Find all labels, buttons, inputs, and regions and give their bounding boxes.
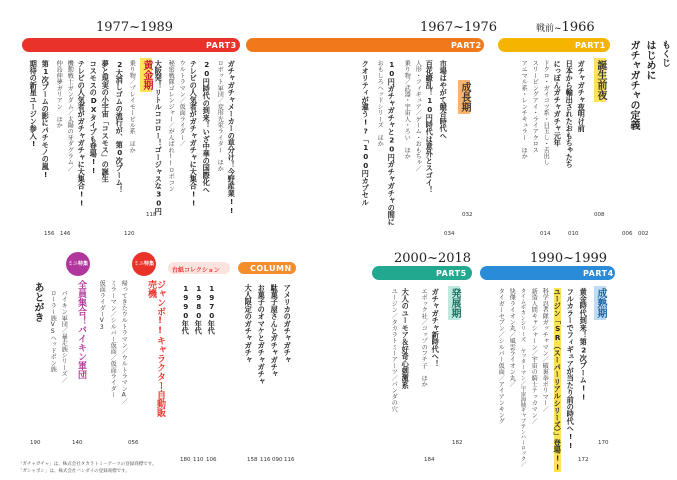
part4-era: 1990~1999 [530, 251, 608, 266]
part2-line-3: 人形・フィギュア／ゲーム・おもちゃ／ [414, 60, 422, 172]
part2-line-7[interactable]: クオリティが違う!?「100円カプセル [361, 60, 371, 206]
part4-line-3[interactable]: ユージン「SR（スーパーリアルシリーズ）」登場!! [553, 288, 563, 472]
part2-era: 1967~1976 [420, 20, 498, 35]
part4-line-6: タイムボカンシリーズ ヤッターマン／宇宙海賊キャプテンハーロック／ [519, 288, 526, 467]
afterword-label[interactable]: あとがき [32, 282, 43, 322]
toc-item-definition[interactable]: ガチャガチャの定義 [628, 40, 639, 130]
special2-title[interactable]: 全員集合！バイキン軍団 [76, 280, 86, 379]
column-page-2: 090 [272, 457, 283, 463]
part4-title: 成熟期 [595, 288, 606, 318]
part1-line-1[interactable]: ガチャガチャ夜明け前 [577, 60, 587, 132]
part3-line-14: 仲島伸夢ガリアン ほか [55, 60, 63, 129]
part2-line-6: おもしろヘッドシリーズ ほか [376, 60, 384, 147]
part4-line-8: タイガーセブン／シルバー仮面／アイアンキング [497, 288, 505, 425]
part4-page-8: 172 [578, 457, 589, 463]
part2-line-4: 乗り物／武器・宇宙人・ろい ほか [403, 60, 411, 160]
part1-page-3: 010 [568, 231, 579, 237]
collection-line-2[interactable]: 1980年代 [194, 284, 204, 335]
afterword-page: 190 [30, 440, 41, 446]
column-label[interactable]: COLUMN [250, 264, 292, 273]
part5-line-1[interactable]: ガチャガチャ新時代へ！ [431, 288, 441, 368]
part4-page-1: 170 [598, 440, 609, 446]
special2-line-2: ローラー族VSヘッドポン族 [49, 290, 57, 373]
part4-line-1[interactable]: 黄金時代到来！第2次ブーム!! [579, 288, 589, 402]
special1-page: 056 [128, 440, 139, 446]
part3-line-12[interactable]: テレビの人気者がガチャガチャに大集合!! [77, 60, 87, 208]
part3-line-6: 秘密戦隊ゴレンジャー／がんばれ!!ロボコン [167, 60, 175, 192]
part5-page-2: 182 [452, 440, 463, 446]
part2-title: 成長期 [459, 82, 470, 112]
toc-heading: もくじ [660, 40, 670, 67]
part1-page-1: 008 [594, 212, 605, 218]
part2-line-5[interactable]: 10円ガチャガチャと20円ガチャガチャの間に [387, 60, 397, 226]
part1-line-6: アニマル系・レンチキュラー ほか [520, 60, 528, 160]
part2-line-2[interactable]: 百花繚乱！10円時代は意外とスゴイ！ [425, 60, 435, 194]
part3-line-9[interactable]: 2大消しゴムの流行が、第0次ブーム！ [115, 60, 125, 194]
part3-line-11[interactable]: コスモスのDXタイプも登場!! [89, 60, 99, 176]
part3-page-2: 118 [146, 212, 157, 218]
part3-page-16: 156 [44, 231, 55, 237]
part2-page-4: 032 [462, 212, 473, 218]
part4-line-4: 科学忍者隊ガッチャマン／破裏拳ポリマー／ [541, 288, 549, 412]
special1-title[interactable]: ジャンボ!!キャラクター自動販売機 [146, 280, 165, 417]
part3-line-7[interactable]: 大阪発！リトルココロー！ゴージャスな30円 [154, 60, 164, 215]
part5-page-4: 184 [424, 457, 435, 463]
part1-line-2: 日本から輸出されたおもちゃたち [565, 60, 575, 168]
collection-label[interactable]: 台紙コレクション [172, 267, 220, 274]
part2-line-1[interactable]: 市場はやがて競合時代へ [439, 60, 449, 140]
column-line-2[interactable]: 駄菓子屋さんとガチャガチャ [270, 284, 280, 378]
part3-page-9: 146 [60, 231, 71, 237]
toc-page-definition: 006 [622, 231, 633, 237]
collection-page-3: 180 [180, 457, 191, 463]
part3-line-3[interactable]: 20円時代の到来！いざ中華の国際化へ [202, 60, 212, 194]
part2-page-7: 034 [444, 231, 455, 237]
part3-line-1[interactable]: ガチャガチャメーカーの草分け！今野産業!! [227, 60, 237, 215]
collection-page-1: 106 [206, 457, 217, 463]
part1-line-4: ドクロ・ガイコツ系・目玉し・舌出し [542, 60, 550, 166]
toc-page-intro: 002 [638, 231, 649, 237]
part5-line-2: エポック社／コップのフチ子 ほか [420, 288, 428, 388]
footnote-1: 「ガチャガチャ」は、株式会社タカラトミーアーツの登録商標です。 [18, 462, 157, 467]
part3-line-13: 機動戦士ガンダム／太陽の牙ダグラム／ [66, 60, 74, 172]
part3-line-8: 乗り物／プレイモービル系 ほか [128, 60, 136, 153]
part1-page-6: 014 [540, 231, 551, 237]
special2-page: 140 [72, 440, 83, 446]
part3-line-10[interactable]: 夢と現実の小宇宙「コスモス」の誕生 [101, 60, 111, 183]
part3-title: 黄金期 [141, 60, 152, 90]
part1-line-3[interactable]: にっぽんガチャガチャ元年 [553, 60, 563, 147]
special1-line-2: ミラーマン／シルバー仮面／仮面ライダー [109, 280, 117, 398]
part3-label[interactable]: PART3 [206, 41, 237, 50]
column-page-3: 116 [260, 457, 271, 463]
part5-label[interactable]: PART5 [436, 269, 467, 278]
part3-era: 1977~1989 [96, 20, 174, 35]
part3-line-5: ウルトラマン／仮面ライダー／ [178, 60, 186, 147]
part3-line-4[interactable]: テレビの人気者がガチャガチャに大集合!! [189, 60, 199, 208]
part5-line-3[interactable]: 大人のユーモア＆好奇心刺激系 [401, 288, 411, 389]
part3-line-16[interactable]: 期待の新星ユージン参入! [29, 60, 39, 149]
part1-line-5: スリーピングアイ・ライアクロス [531, 60, 539, 153]
part1-era: 戦前~1966 [536, 20, 595, 35]
collection-page-2: 110 [193, 457, 204, 463]
collection-line-1[interactable]: 1970年代 [207, 284, 217, 335]
column-line-4[interactable]: 大人限定のガチャガチャ [244, 284, 254, 364]
part3-page-6: 120 [124, 231, 135, 237]
part3-line-2: ロボット軍団／変形光栄ライター ほか [216, 60, 224, 172]
part2-bar [246, 38, 484, 52]
footnote-2: 「ガシャポン」は、株式会社バンダイの登録商標です。 [18, 469, 130, 474]
part5-line-4: ユージン／タカラトミーアーツ／パンダの穴 [390, 288, 398, 412]
toc-item-intro[interactable]: はじめに [644, 40, 655, 80]
part5-era: 2000~2018 [394, 251, 472, 266]
part2-label[interactable]: PART2 [451, 41, 482, 50]
part4-label[interactable]: PART4 [583, 269, 614, 278]
special2-badge: ミニ特集 [66, 252, 90, 276]
part1-title: 誕生前夜 [595, 60, 606, 100]
collection-line-3[interactable]: 1990年代 [181, 284, 191, 335]
part3-line-15[interactable]: 第1次ブームの影にパチモノの嵐! [41, 60, 51, 179]
part4-line-2[interactable]: フルカラーでフィギュアが当たり前の時代へ!! [566, 288, 576, 450]
part4-line-7: 快傑ライオン丸／風雲ライオン丸／ [508, 288, 516, 388]
column-line-1[interactable]: アメリカのガチャガチャ [283, 284, 293, 364]
special2-line-1: バイキン軍団／暴走族シリーズ／ [60, 290, 68, 383]
column-page-4: 158 [247, 457, 258, 463]
special1-line-3: 仮面ライダーV3 [98, 280, 106, 332]
column-line-3[interactable]: お菓子のオマケとガチャガチャ [257, 284, 267, 385]
part1-label[interactable]: PART1 [575, 41, 606, 50]
part5-title: 発展期 [449, 288, 460, 318]
special1-line-1: 帰ってきたウルトラマン／ウルトラマンA／ [120, 280, 128, 405]
special1-badge: ミニ特集 [132, 252, 156, 276]
column-page-1: 116 [284, 457, 295, 463]
part4-line-5: 新造人間キャシャーン／宇宙の騎士テッカマン／ [530, 288, 538, 425]
